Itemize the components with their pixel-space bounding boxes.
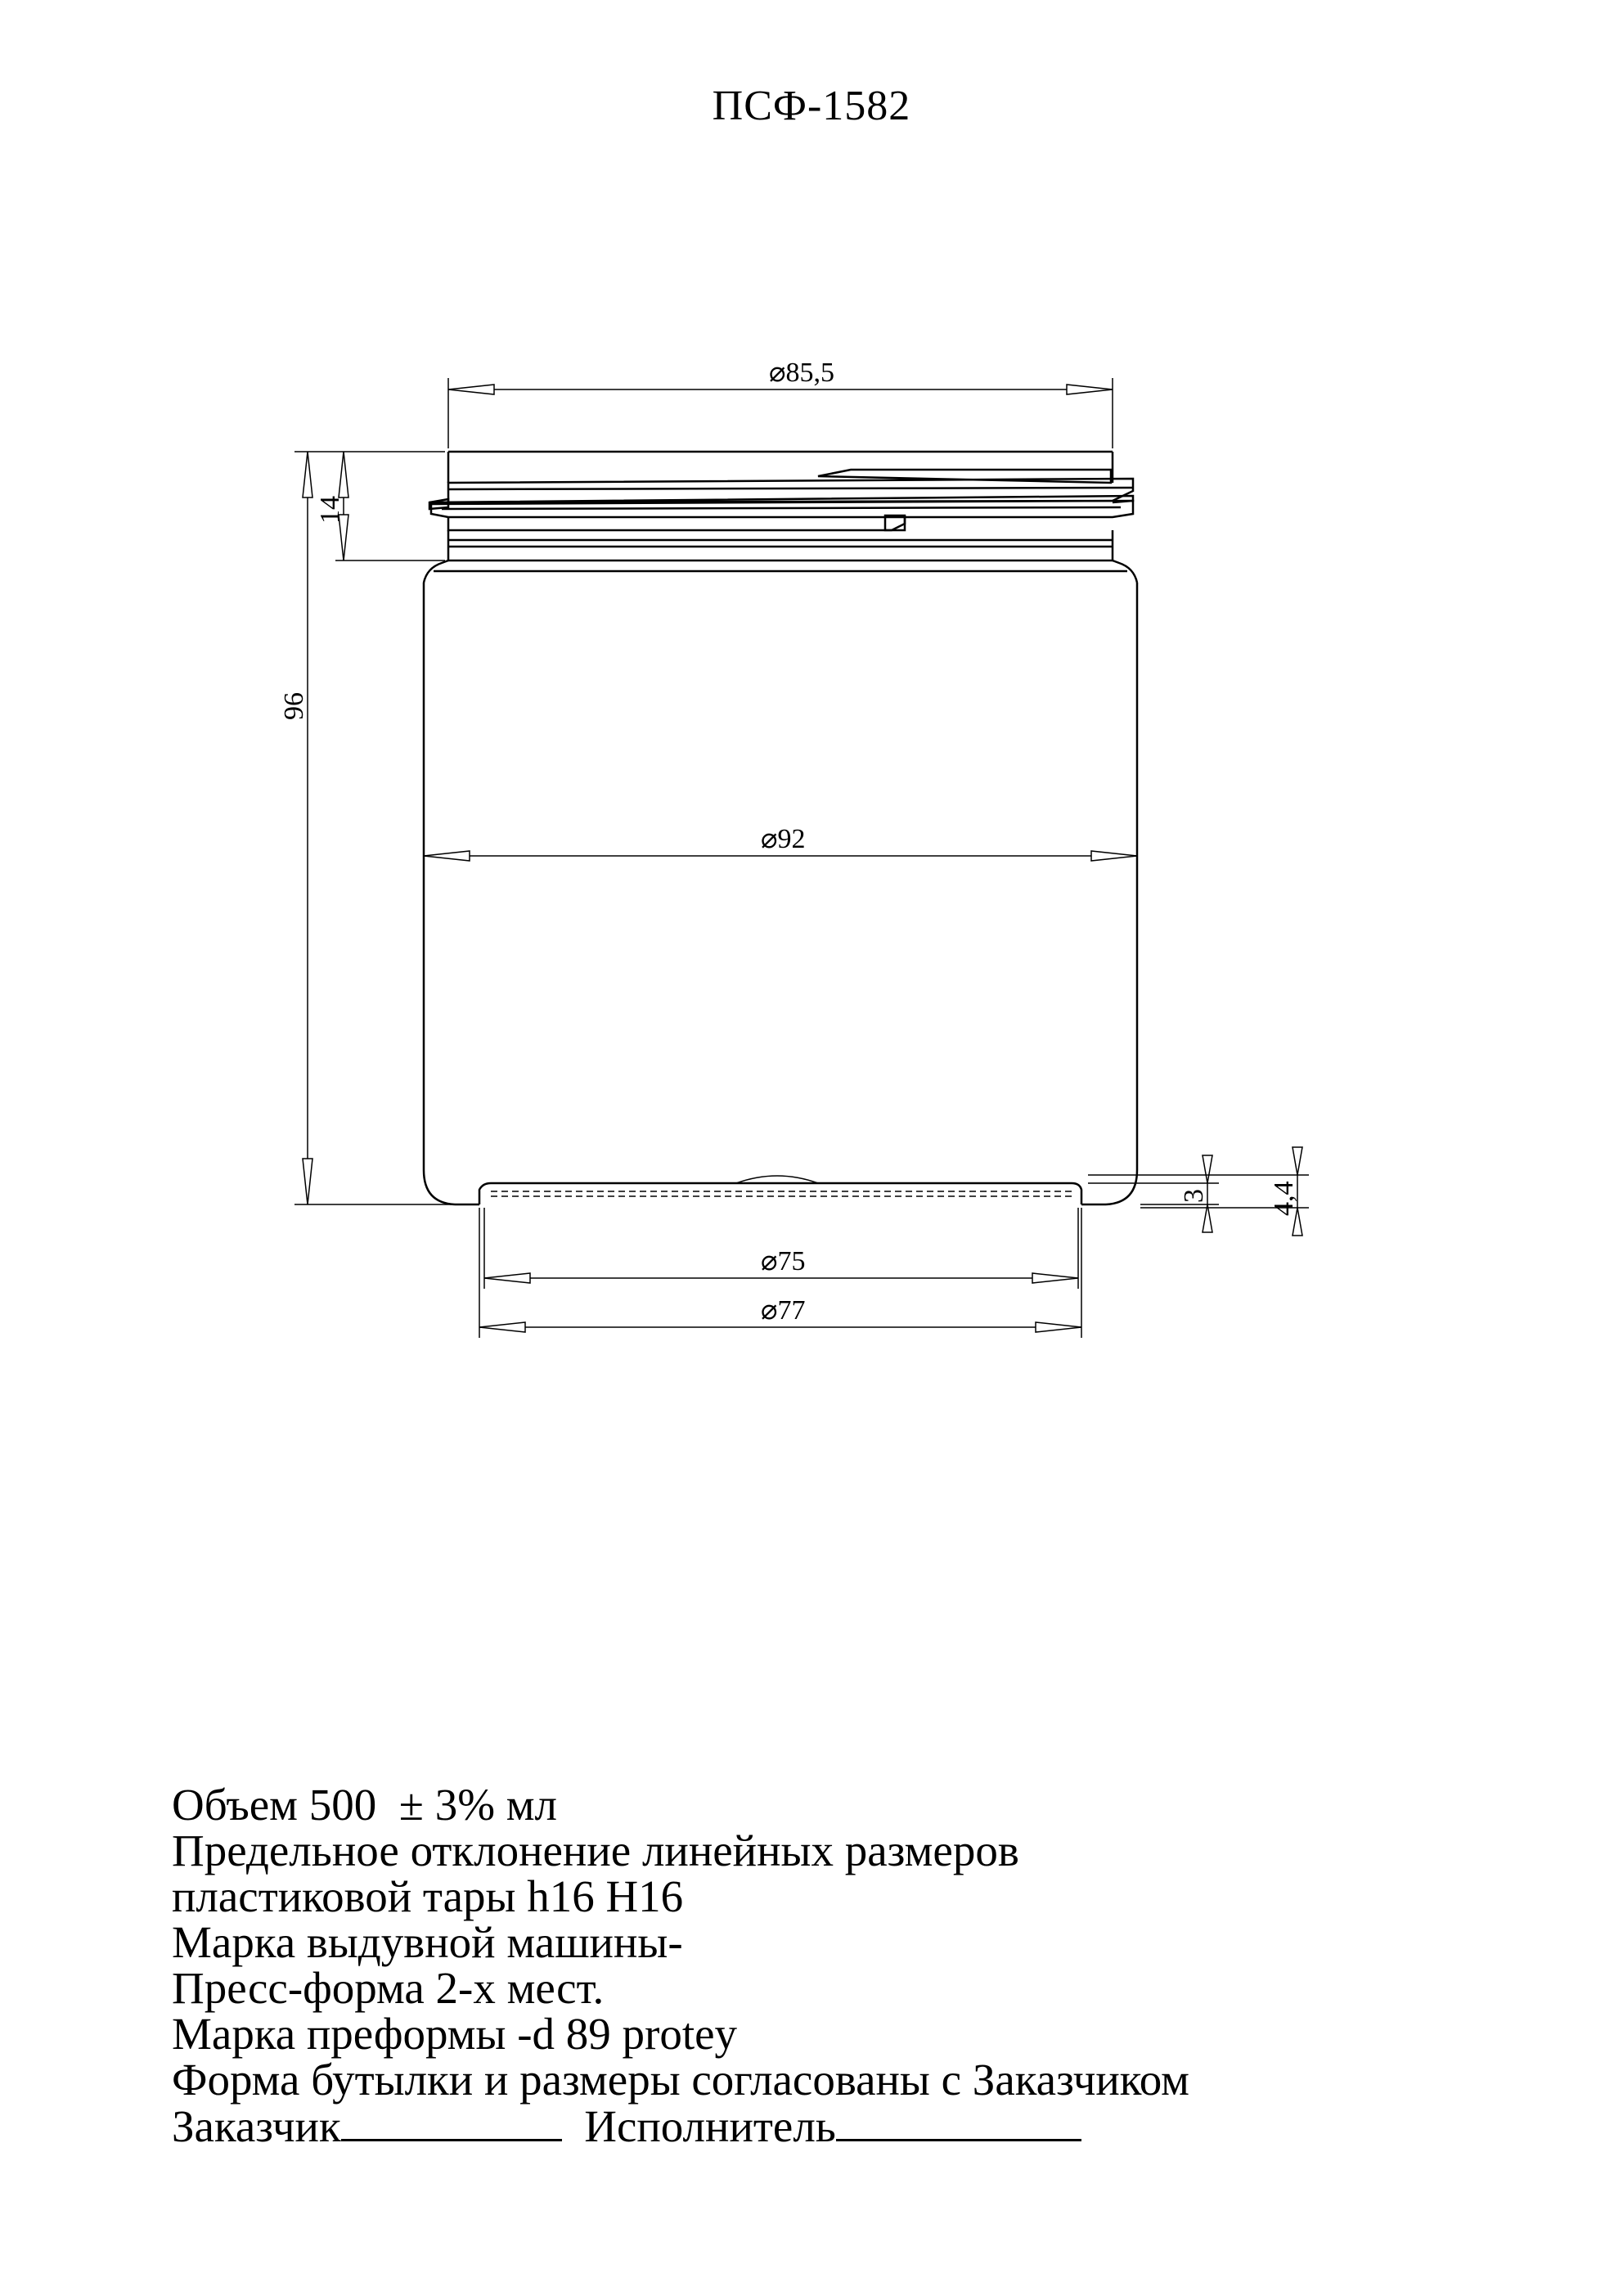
dimension-lines — [294, 378, 1309, 1338]
volume-tolerance: ± — [398, 1780, 424, 1830]
tolerance-line-2: пластиковой тары h16 H16 — [172, 1871, 684, 1921]
tolerance-line-1: Предельное отклонение линейных размеров — [172, 1826, 1019, 1875]
neck-diameter-label — [769, 358, 834, 388]
diameter-symbol: ⌀ — [761, 824, 778, 854]
neck-height-label: 14 — [315, 496, 345, 524]
drawing-title: ПСФ-1582 — [712, 83, 911, 129]
base-outer-diameter-value: 77 — [777, 1295, 806, 1326]
body-diameter-value: 92 — [777, 824, 806, 854]
mold-line: Пресс-форма 2-х мест. — [172, 1963, 605, 2013]
volume-label: Объем 500 — [172, 1780, 377, 1830]
body-diameter-label — [761, 824, 805, 854]
base-inner-diameter-label — [761, 1246, 805, 1276]
base-step-4-4-label: 4,4 — [1269, 1181, 1299, 1216]
diameter-symbol: ⌀ — [761, 1246, 778, 1276]
diameter-symbol: ⌀ — [761, 1295, 778, 1326]
volume-line — [172, 1782, 1579, 1828]
diameter-symbol: ⌀ — [769, 358, 786, 388]
customer-signature-field[interactable] — [341, 2103, 562, 2141]
machine-line: Марка выдувной машины- — [172, 1917, 683, 1967]
neck-diameter-value: 85,5 — [785, 358, 834, 388]
specification-notes — [172, 1782, 1579, 2150]
signature-line — [172, 2103, 1579, 2150]
preform-line: Марка преформы -d 89 protey — [172, 2009, 738, 2059]
base-outer-diameter-label — [761, 1295, 805, 1326]
contractor-signature-field[interactable] — [836, 2103, 1081, 2141]
customer-label: Заказчик — [172, 2101, 341, 2151]
base-step-3-label: 3 — [1179, 1189, 1209, 1203]
agreement-line: Форма бутылки и размеры согласованы с Заказчиком — [172, 2055, 1189, 2105]
contractor-label: Исполнитель — [584, 2101, 836, 2151]
base-inner-diameter-value: 75 — [777, 1246, 806, 1276]
volume-rest: 3% мл — [434, 1780, 558, 1830]
total-height-label: 96 — [279, 692, 309, 720]
